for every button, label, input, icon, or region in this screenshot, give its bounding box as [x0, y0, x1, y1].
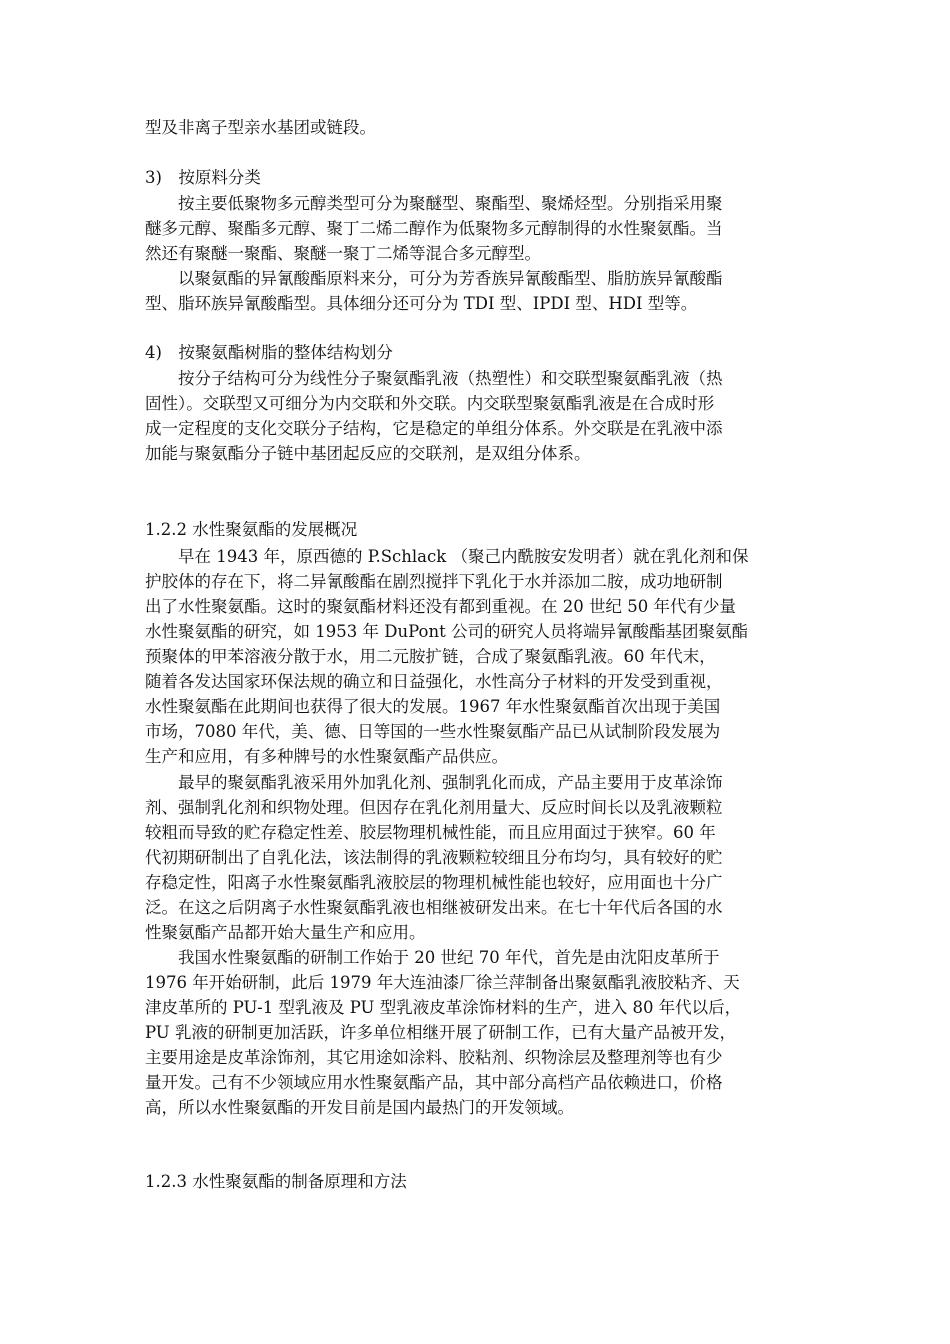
paragraph-line: 1976 年开始研制，此后 1979 年大连油漆厂徐兰萍制备出聚氨酯乳液胶粘齐、天: [145, 973, 740, 992]
intro-line: 型及非离子型亲水基团或链段。: [145, 118, 376, 137]
section-4-heading: 4) 按聚氨酯树脂的整体结构划分: [145, 343, 393, 362]
paragraph-line: 随着各发达国家环保法规的确立和日益强化，水性高分子材料的开发受到重视，: [145, 672, 723, 691]
paragraph-line: 较粗而导致的贮存稳定性差、胶层物理机械性能，而且应用面过于狭窄。60 年: [145, 823, 716, 842]
paragraph-line: 护胶体的存在下，将二异氰酸酯在剧烈搅拌下乳化于水并添加二胺，成功地研制: [145, 572, 723, 591]
paragraph-line: 水性聚氨酯的研究，如 1953 年 DuPont 公司的研究人员将端异氰酸酯基团聚氨酯: [145, 622, 748, 641]
paragraph-line: 存稳定性，阳离子水性聚氨酯乳液胶层的物理机械性能也较好，应用面也十分广: [145, 873, 723, 892]
paragraph-line: 我国水性聚氨酯的研制工作始于 20 世纪 70 年代，首先是由沈阳皮革所于: [145, 948, 720, 967]
paragraph-line: 按主要低聚物多元醇类型可分为聚醚型、聚酯型、聚烯烃型。分别指采用聚: [145, 194, 723, 213]
paragraph-line: 市场，7080 年代，美、德、日等国的一些水性聚氨酯产品已从试制阶段发展为: [145, 722, 721, 741]
paragraph-line: 泛。在这之后阴离子水性聚氨酯乳液也相继被研发出来。在七十年代后各国的水: [145, 898, 723, 917]
paragraph-line: 最早的聚氨酯乳液采用外加乳化剂、强制乳化而成，产品主要用于皮革涂饰: [145, 773, 723, 792]
paragraph-line: 水性聚氨酯在此期间也获得了很大的发展。1967 年水性聚氨酯首次出现于美国: [145, 697, 721, 716]
paragraph-line: 主要用途是皮革涂饰剂，其它用途如涂料、胶粘剂、织物涂层及整理剂等也有少: [145, 1048, 723, 1067]
paragraph-line: 性聚氨酯产品都开始大量生产和应用。: [145, 923, 426, 942]
paragraph-line: 然还有聚醚一聚酯、聚醚一聚丁二烯等混合多元醇型。: [145, 244, 541, 263]
paragraph-line: 预聚体的甲苯溶液分散于水，用二元胺扩链，合成了聚氨酯乳液。60 年代末，: [145, 647, 716, 666]
paragraph-line: 出了水性聚氨酯。这时的聚氨酯材料还没有都到重视。在 20 世纪 50 年代有少量: [145, 597, 736, 616]
paragraph-line: 加能与聚氨酯分子链中基团起反应的交联剂，是双组分体系。: [145, 444, 591, 463]
paragraph-line: 按分子结构可分为线性分子聚氨酯乳液（热塑性）和交联型聚氨酯乳液（热: [145, 369, 723, 388]
paragraph-line: 醚多元醇、聚酯多元醇、聚丁二烯二醇作为低聚物多元醇制得的水性聚氨酯。当: [145, 219, 723, 238]
paragraph-line: 固性）。交联型又可细分为内交联和外交联。内交联型聚氨酯乳液是在合成时形: [145, 394, 715, 413]
paragraph-line: 高，所以水性聚氨酯的开发目前是国内最热门的开发领域。: [145, 1098, 574, 1117]
section-1-2-3-heading: 1.2.3 水性聚氨酯的制备原理和方法: [145, 1172, 407, 1191]
paragraph-line: 以聚氨酯的异氰酸酯原料来分，可分为芳香族异氰酸酯型、脂肪族异氰酸酯: [145, 269, 723, 288]
paragraph-line: 量开发。己有不少领域应用水性聚氨酯产品，其中部分高档产品依赖进口，价格: [145, 1073, 723, 1092]
section-1-2-2-heading: 1.2.2 水性聚氨酯的发展概况: [145, 520, 358, 539]
paragraph-line: 生产和应用，有多种牌号的水性聚氨酯产品供应。: [145, 747, 508, 766]
section-3-heading: 3) 按原料分类: [145, 168, 261, 187]
paragraph-line: 型、脂环族异氰酸酯型。具体细分还可分为 TDI 型、IPDI 型、HDI 型等。: [145, 294, 698, 313]
paragraph-line: 代初期研制出了自乳化法，该法制得的乳液颗粒较细且分布均匀，具有较好的贮: [145, 848, 723, 867]
paragraph-line: PU 乳液的研制更加活跃，许多单位相继开展了研制工作，已有大量产品被开发，: [145, 1023, 736, 1042]
paragraph-line: 津皮革所的 PU-1 型乳液及 PU 型乳液皮革涂饰材料的生产，进入 80 年代以后，: [145, 998, 742, 1017]
paragraph-line: 早在 1943 年，原西德的 P.Schlack （聚己内酰胺安发明者）就在乳化剂和保: [145, 547, 749, 566]
paragraph-line: 剂、强制乳化剂和织物处理。但因存在乳化剂用量大、反应时间长以及乳液颗粒: [145, 798, 723, 817]
paragraph-line: 成一定程度的支化交联分子结构，它是稳定的单组分体系。外交联是在乳液中添: [145, 419, 723, 438]
